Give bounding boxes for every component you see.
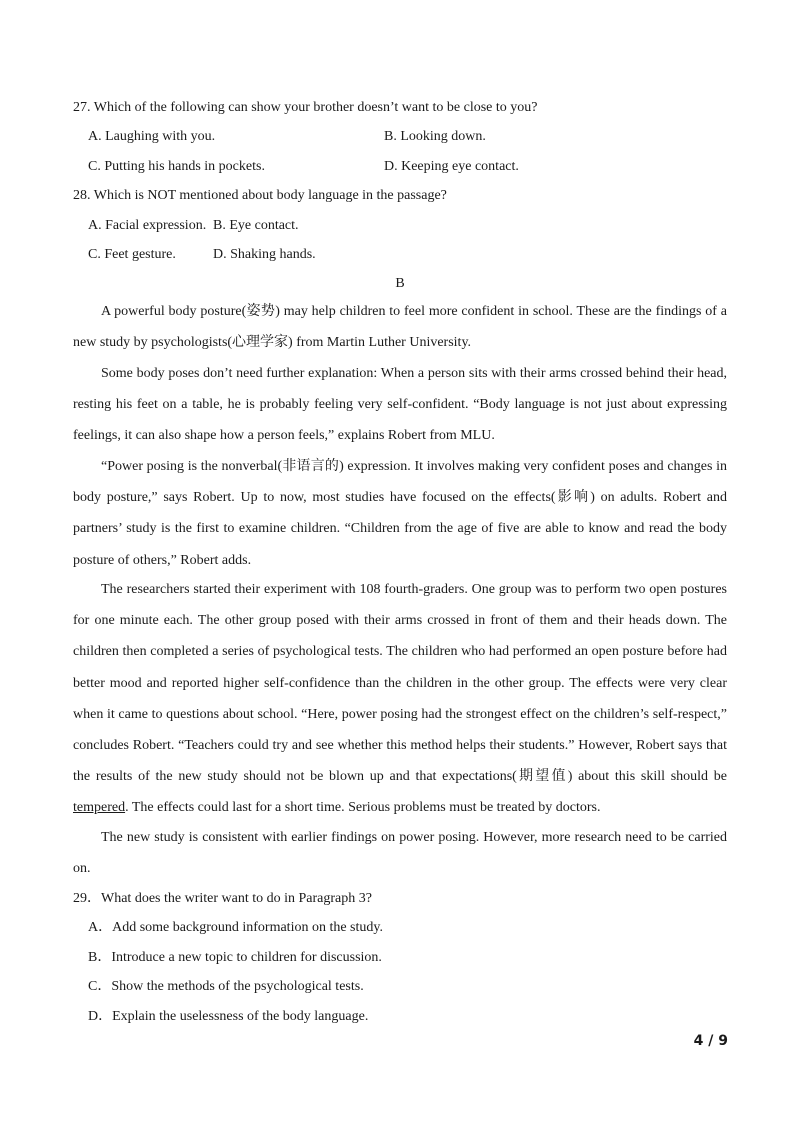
question-29-option-a: A．Add some background information on the study. [88,920,383,935]
question-28-option-a: A. Facial expression. [88,218,207,233]
question-29-option-b: B．Introduce a new topic to children for discussion. [88,950,382,965]
question-28-option-b: B. Eye contact. [213,218,299,233]
paragraph-4-ending: . The effects could last for a short time. Serious problems must be treated by doctors. [125,800,601,816]
question-29-stem: 29．What does the writer want to do in Paragraph 3? [73,891,372,906]
question-27-stem: 27. Which of the following can show your brother doesn’t want to be close to you? [73,100,538,115]
underlined-word: tempered [73,800,126,816]
page-number: 4 / 9 [693,1033,728,1049]
question-27-option-d: D. Keeping eye contact. [384,159,519,174]
section-label: B [395,276,405,291]
paragraph-4-text: The researchers started their experiment with 108 fourth-graders. One group was to perform two open postures for one minute each. The other group posed with their arms crossed in front of them and their heads down. The children then completed a series of psychological tests. The children who had performed an open posture before had better mood and reported higher self-confidence than the children in the other group. The effects were very clear when it came to questions about school. “Here, power posing had the strongest effect on the children’s self-respect,” concludes Robert. “Teachers could try and see whether this method helps their students.” However, Robert says that the results of the new study should not be blown up and that expectations(期望值) about this skill should be [73,582,727,785]
question-29-option-d: D．Explain the uselessness of the body language. [88,1009,369,1024]
passage-paragraph-5: The new study is consistent with earlier findings on power posing. However, more research need to be carried on. [73,830,727,877]
question-28-option-d: D. Shaking hands. [213,247,316,262]
question-27-option-a: A. Laughing with you. [88,129,216,144]
question-28-stem: 28. Which is NOT mentioned about body language in the passage? [73,188,447,203]
passage-paragraph-1: A powerful body posture(姿势) may help children to feel more confident in school. These are the findings of a new study by psychologists(心理学家) from Martin Luther University. [73,304,727,351]
question-28-option-c: C. Feet gesture. [88,247,176,262]
question-29-option-c: C．Show the methods of the psychological tests. [88,979,364,994]
question-27-option-b: B. Looking down. [384,129,486,144]
question-27-option-c: C. Putting his hands in pockets. [88,159,265,174]
passage-paragraph-3: “Power posing is the nonverbal(非语言的) expression. It involves making very confident poses and changes in body posture,” says Robert. Up to now, most studies have focused on the effects(影响) on adults. Robert and partners’ study is the first to examine children. “Children from the age of five are able to know and read the body posture of others,” Robert adds. [73,459,727,568]
passage-paragraph-2: Some body poses don’t need further explanation: When a person sits with their arms crossed behind their head, resting his feet on a table, he is probably feeling very self-confident. “Body language is not just about expressing feelings, it can also shape how a person feels,” explains Robert from MLU. [73,366,727,444]
passage-paragraph-4 [73,574,727,824]
